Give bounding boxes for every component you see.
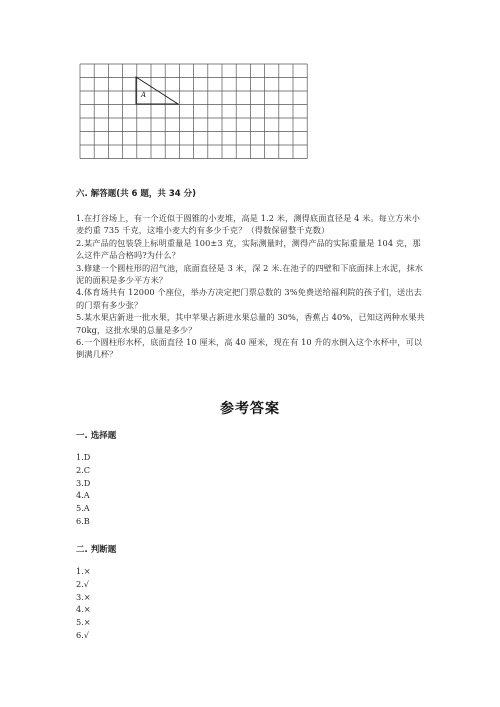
answer-item: 2.√ [76,578,90,589]
answers-part2-title: 二. 判断题 [76,545,117,555]
question-4: 4.体育场共有 12000 个座位，举办方决定把门票总数的 3%免费送给福利院的孩子们，送出去的门票有多少张？ [76,287,422,310]
answer-item: 6.B [76,515,90,526]
question-2: 2.某产品的包装袋上标明重量是 100±3 克，实际测量时，测得产品的实际重量是 104 克，那么这件产品合格吗?为什么？ [76,237,421,261]
answer-item: 5.A [76,503,90,514]
question-1: 1.在打谷场上，有一个近似于圆锥的小麦堆，高是 1.2 米，测得底面直径是 4 米。每立方米小麦约重 735 千克，这堆小麦大约有多少千克？（得数保留整千克数） [76,213,421,236]
question-3: 3.修建一个圆柱形的沼气池，底面直径是 3 米，深 2 米.在池子的四壁和下底面抹上水泥，抹水泥的面积是多少平方米？ [76,262,424,286]
question-5: 5.某水果店新进一批水果，其中苹果占新进水果总量的 30%，香蕉占 40%，已知这两种水果共 70kg，这批水果的总量是多少？ [76,312,425,335]
grid-figure [79,63,309,159]
section-6-title: 六. 解答题(共 6 题，共 34 分) [76,189,197,199]
answer-key-title: 参考答案 [220,401,280,417]
answer-item: 4.A [76,490,90,501]
answer-item: 1.× [76,566,91,576]
answer-item: 6.√ [76,629,90,640]
answer-item: 5.× [76,617,91,628]
answer-item: 2.C [76,464,91,475]
answer-item: 4.× [76,604,91,615]
question-list [76,212,428,361]
answer-item: 3.D [76,477,91,488]
question-6: 6.一个圆柱形水杯，底面直径 10 厘米，高 40 厘米，现在有 10 升的水倒入这个水杯中，可以倒满几杯？ [76,337,423,360]
answer-item: 3.× [76,591,91,602]
answer-item: 1.D [76,452,91,462]
grid-svg [79,63,309,159]
answers-part1-list [76,451,90,528]
answers-part2-list [76,565,91,642]
triangle-label: A [141,91,147,99]
answers-part1-title: 一. 选择题 [76,431,117,441]
